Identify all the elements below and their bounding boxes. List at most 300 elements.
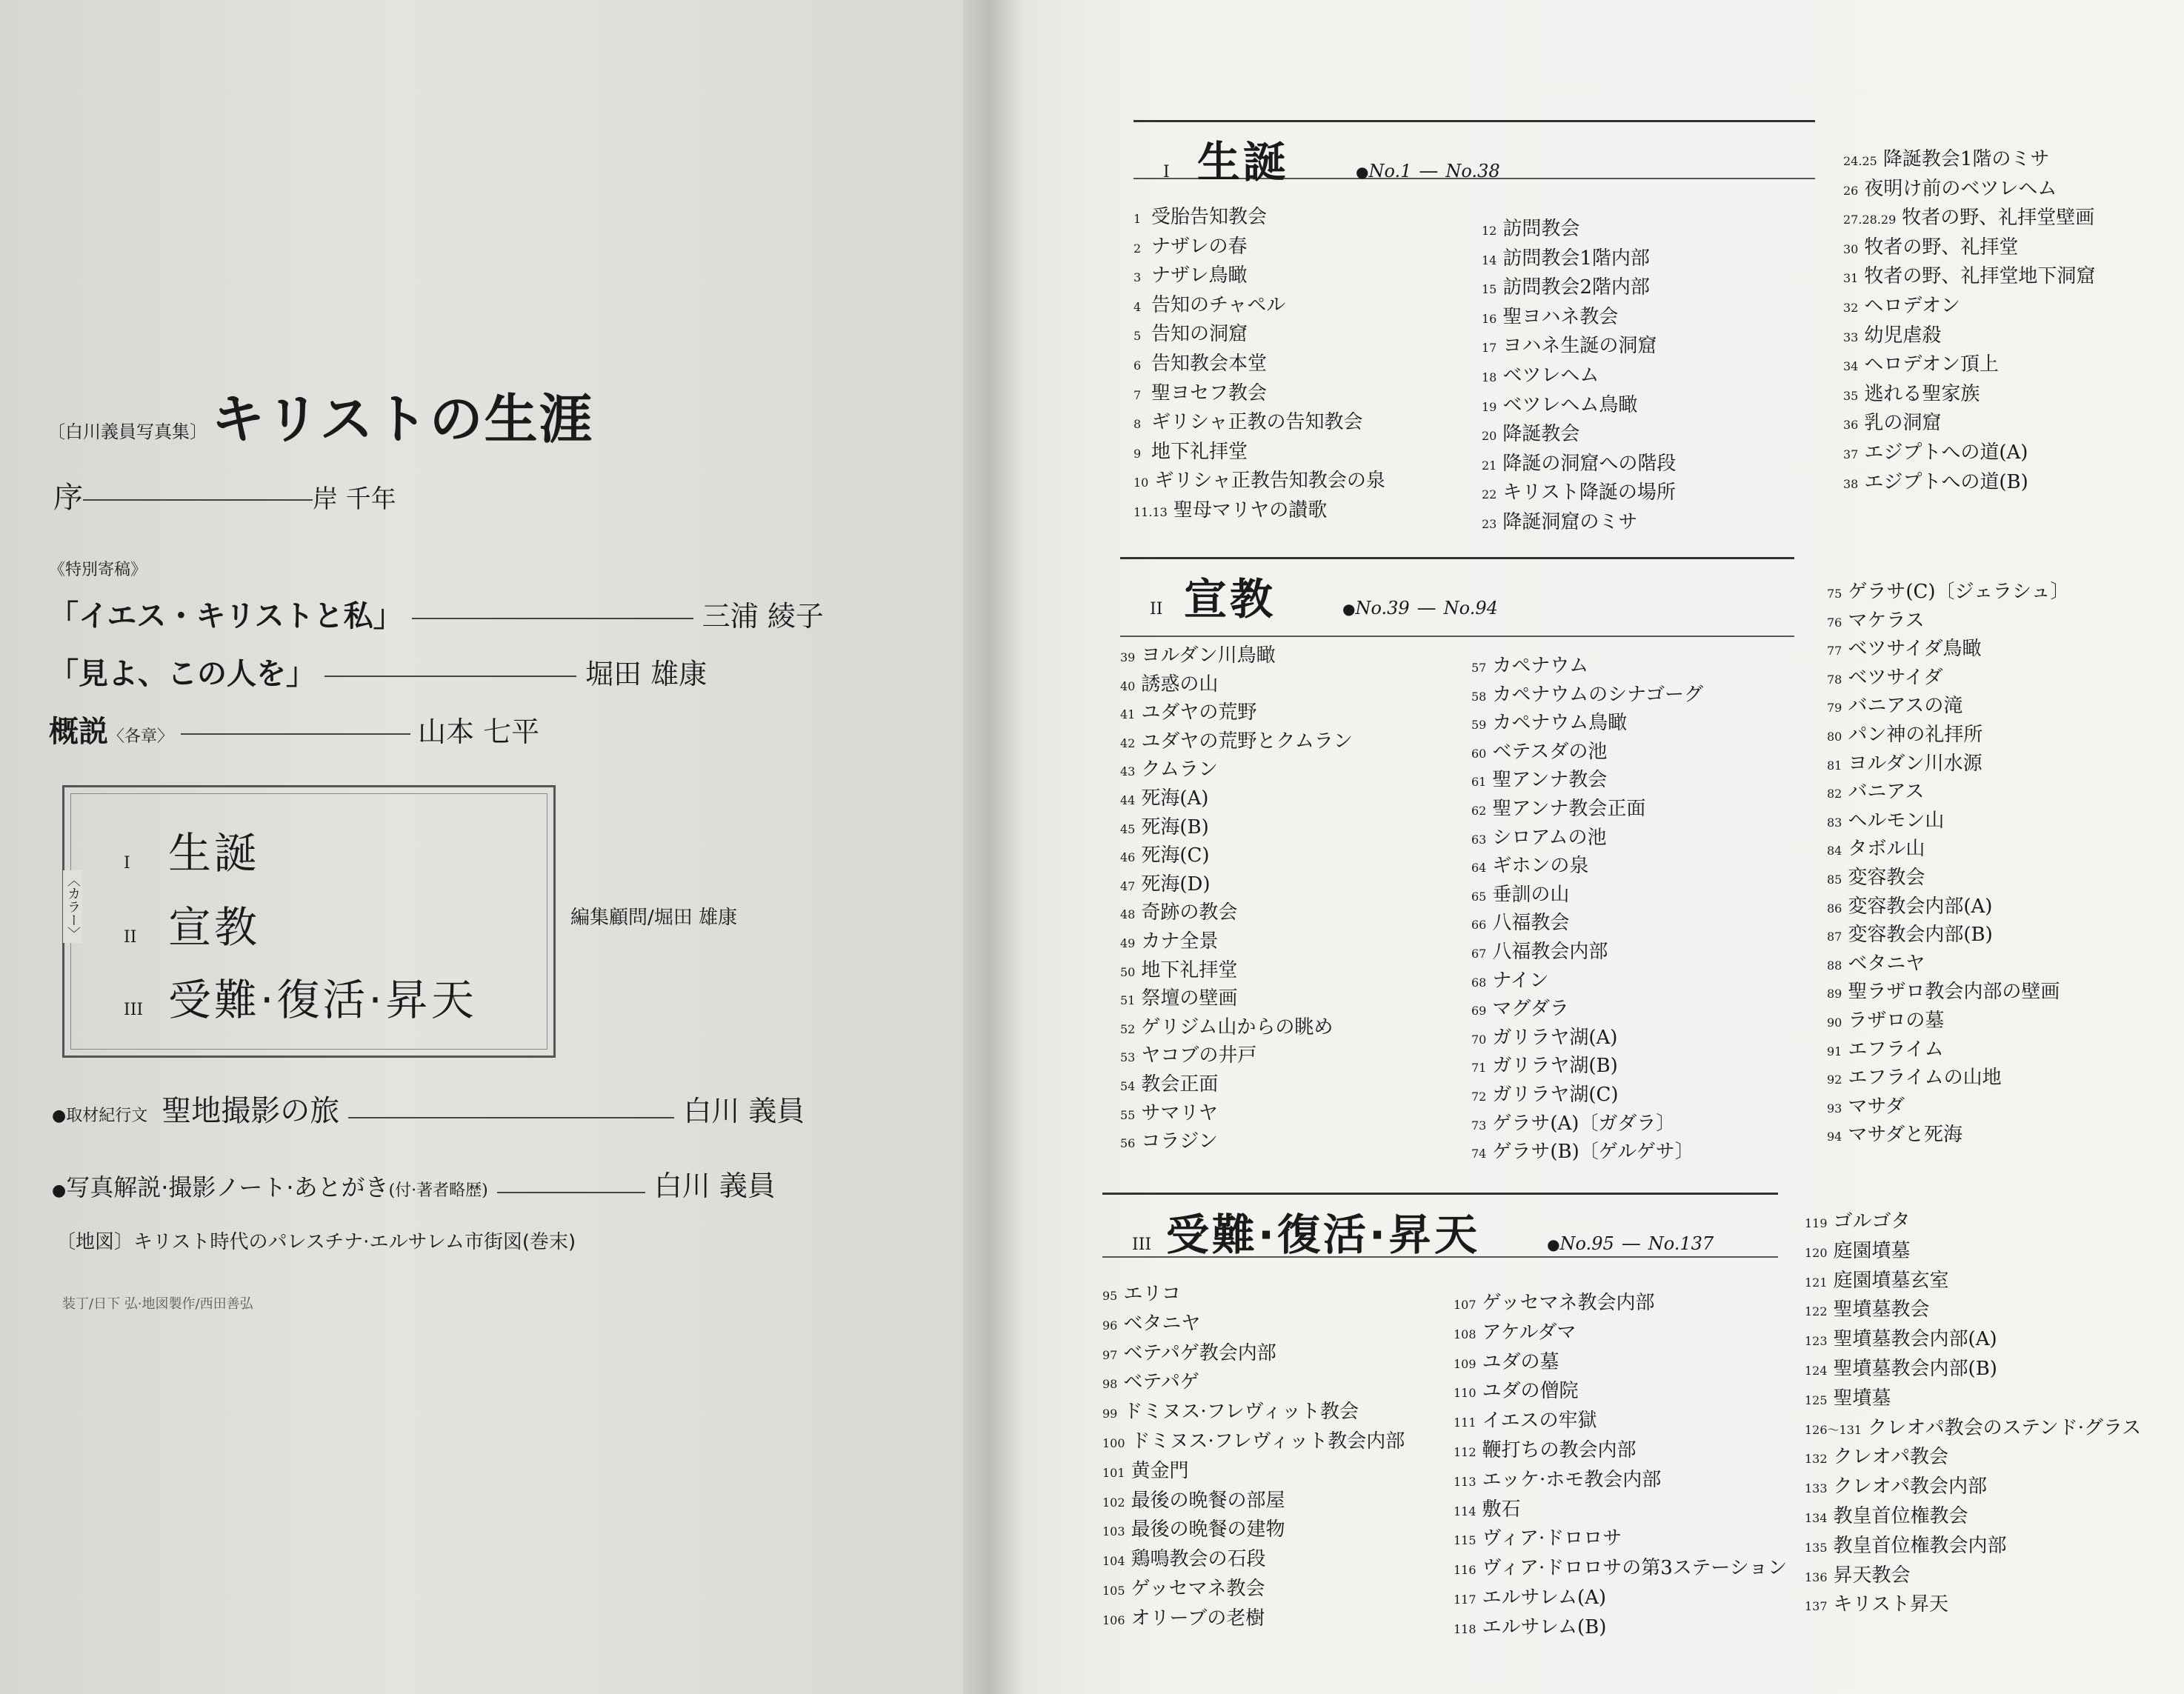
- list-item: [1471, 685, 1703, 704]
- list-item: [1471, 656, 1588, 676]
- preface-label: 序: [53, 481, 83, 515]
- plate-number: 105: [1102, 1584, 1125, 1598]
- list-item: [1454, 1558, 1787, 1578]
- travel-label: 取材紀行文: [66, 1107, 148, 1125]
- list-item: [1102, 1550, 1266, 1569]
- plate-number: 11.13: [1133, 505, 1168, 519]
- plate-title: 昇天教会: [1833, 1564, 1911, 1587]
- leader-line: [497, 1192, 645, 1193]
- plate-title: ヤコブの井戸: [1141, 1044, 1257, 1067]
- list-item: [1471, 713, 1627, 733]
- preface-author: 岸 千年: [313, 484, 396, 514]
- plate-number: 101: [1102, 1465, 1125, 1480]
- plate-title: 教皇首位権教会内部: [1833, 1534, 2007, 1557]
- list-item: [1805, 1536, 2007, 1555]
- plate-title: ゲッセマネ教会内部: [1482, 1292, 1655, 1314]
- plate-number: 104: [1102, 1554, 1125, 1569]
- plate-title: 牧者の野、礼拝堂壁画: [1902, 207, 2095, 230]
- plate-title: ラザロの墓: [1848, 1010, 1945, 1032]
- plate-number: 49: [1120, 936, 1136, 950]
- plate-number: 45: [1120, 821, 1136, 836]
- plate-number: 32: [1843, 301, 1859, 315]
- plate-number: 3: [1133, 270, 1142, 285]
- list-item: [1827, 696, 1962, 716]
- list-item: [1471, 770, 1607, 790]
- list-item: [1120, 875, 1211, 894]
- list-item: [1482, 513, 1637, 532]
- plate-title: エリコ: [1123, 1283, 1181, 1305]
- plate-number: 76: [1827, 615, 1842, 630]
- notes-title: 写真解説·撮影ノート·あとがき: [66, 1173, 389, 1201]
- section-top-rule: [1102, 1193, 1778, 1195]
- plate-number: 82: [1827, 787, 1842, 801]
- list-item: [1843, 413, 1941, 433]
- range-end: No.137: [1648, 1233, 1714, 1254]
- list-item: [1133, 442, 1248, 461]
- plate-title: 牧者の野、礼拝堂: [1864, 236, 2019, 259]
- plate-title: カナ全景: [1141, 930, 1219, 953]
- plate-title: 教皇首位権教会: [1833, 1505, 1968, 1527]
- plate-number: 34: [1843, 359, 1859, 374]
- plate-number: 70: [1471, 1032, 1487, 1047]
- plate-title: 最後の晩餐の建物: [1131, 1518, 1285, 1541]
- plate-title: ヘロデオン頂上: [1864, 353, 1999, 376]
- contrib1-line: [49, 593, 824, 635]
- list-item: [1471, 1028, 1617, 1047]
- list-item: [1471, 1085, 1619, 1104]
- plate-number: 63: [1471, 832, 1487, 847]
- plate-title: ゲラサ(A)〔ガダラ〕: [1492, 1112, 1676, 1135]
- plate-number: 65: [1471, 889, 1487, 904]
- plate-number: 7: [1133, 387, 1142, 402]
- plate-title: ギリシャ正教告知教会の泉: [1154, 470, 1385, 493]
- plate-title: イエスの牢獄: [1482, 1410, 1597, 1433]
- plate-number: 91: [1827, 1044, 1842, 1058]
- plate-number: 134: [1805, 1511, 1828, 1525]
- plate-number: 24.25: [1843, 154, 1877, 168]
- section-top-rule: [1133, 120, 1815, 122]
- list-item: [1805, 1359, 1997, 1378]
- plate-title: エフライムの山地: [1848, 1067, 2002, 1090]
- plate-title: ヴィア·ドロロサの第3ステーション: [1482, 1557, 1788, 1580]
- plate-title: 誘惑の山: [1141, 673, 1219, 696]
- list-item: [1827, 924, 1993, 947]
- plate-title: 教会正面: [1141, 1073, 1219, 1096]
- plate-title: クレオパ教会: [1833, 1446, 1949, 1469]
- range-separator: —: [1416, 597, 1436, 619]
- plate-number: 5: [1133, 329, 1142, 344]
- list-item: [1482, 424, 1579, 444]
- list-item: [1827, 868, 1925, 887]
- contrib2-title: 「見よ、この人を」: [49, 657, 316, 691]
- plate-title: マサダと死海: [1848, 1124, 1963, 1147]
- book-title: キリストの生涯: [211, 388, 594, 450]
- plate-number: 52: [1120, 1021, 1136, 1036]
- plate-title: エジプトへの道(A): [1864, 441, 2028, 464]
- plate-title: 八福教会: [1492, 912, 1570, 935]
- plate-number: 19: [1482, 399, 1497, 414]
- range-separator: —: [1419, 160, 1439, 182]
- list-item: [1133, 266, 1247, 285]
- plate-number: 98: [1102, 1377, 1118, 1392]
- title-block: [47, 376, 594, 453]
- plate-number: 75: [1827, 587, 1842, 601]
- plate-title: エジプトへの道(B): [1864, 470, 2028, 493]
- plate-number: 61: [1471, 775, 1487, 790]
- plate-title: 変容教会: [1848, 867, 1925, 889]
- list-item: [1827, 897, 1992, 916]
- plate-title: 聖墳墓: [1833, 1387, 1891, 1410]
- plate-title: オリーブの老樹: [1131, 1607, 1265, 1630]
- plate-title: 死海(A): [1141, 787, 1209, 810]
- plate-title: エッケ·ホモ教会内部: [1482, 1468, 1662, 1491]
- plate-title: 聖母マリヤの讃歌: [1173, 499, 1328, 521]
- list-item: [1102, 1491, 1285, 1510]
- credits: 装丁/日下 弘·地図製作/西田善弘: [62, 1296, 253, 1312]
- plate-number: 58: [1471, 689, 1487, 704]
- list-item: [1454, 1529, 1622, 1548]
- list-item: [1133, 324, 1248, 344]
- list-item: [1805, 1507, 1968, 1526]
- plate-title: 聖ヨセフ教会: [1151, 381, 1268, 404]
- plate-title: ベツレヘム: [1502, 364, 1599, 387]
- plate-title: ベテパゲ: [1123, 1371, 1199, 1394]
- notes-author: 白川 義員: [653, 1170, 776, 1202]
- plate-title: 夜明け前のベツレヘム: [1864, 177, 2057, 200]
- plate-number: 18: [1482, 370, 1497, 384]
- plate-number: 86: [1827, 901, 1842, 916]
- plate-title: ユダヤの荒野とクムラン: [1141, 730, 1353, 753]
- plate-number: 26: [1843, 183, 1859, 198]
- plate-title: ユダの墓: [1482, 1350, 1559, 1373]
- plate-number: 114: [1454, 1504, 1476, 1518]
- plate-number: 67: [1471, 947, 1487, 961]
- plate-number: 95: [1102, 1289, 1118, 1303]
- list-item: [1133, 381, 1268, 404]
- plate-title: 受胎告知教会: [1151, 206, 1268, 228]
- list-item: [1482, 219, 1579, 239]
- plate-title: コラジン: [1141, 1130, 1218, 1153]
- bullet-icon: ●: [1342, 600, 1356, 618]
- plate-number: 99: [1102, 1407, 1118, 1421]
- plate-title: ナザレ鳥瞰: [1151, 264, 1248, 287]
- contrib2-author: 堀田 雄康: [585, 658, 708, 690]
- list-item: [1843, 355, 1999, 374]
- list-item: [1120, 846, 1210, 865]
- plate-number: 92: [1827, 1073, 1842, 1087]
- section-bottom-rule: [1120, 636, 1794, 637]
- plate-number: 51: [1120, 993, 1136, 1008]
- plate-title: ベタニヤ: [1123, 1312, 1201, 1335]
- preface-line: [53, 474, 396, 516]
- plate-number: 14: [1482, 253, 1497, 267]
- plate-number: 126〜131: [1805, 1422, 1862, 1437]
- plate-title: 聖墳墓教会内部(A): [1833, 1328, 1997, 1351]
- range-separator: —: [1621, 1233, 1641, 1255]
- color-label: 〈カラー〉: [63, 870, 82, 943]
- leader-line: [348, 1117, 674, 1118]
- plate-title: ヘロデオン: [1864, 295, 1960, 317]
- plate-number: 41: [1120, 707, 1136, 722]
- plate-number: 110: [1454, 1386, 1476, 1401]
- part-roman: I: [124, 854, 130, 873]
- plate-number: 85: [1827, 873, 1842, 887]
- plate-number: 73: [1471, 1118, 1487, 1133]
- part-roman: II: [124, 928, 137, 947]
- range-start: No.1: [1368, 161, 1412, 181]
- list-item: [1102, 1579, 1265, 1598]
- plate-title: 逃れる聖家族: [1864, 382, 1980, 405]
- plate-number: 119: [1805, 1216, 1828, 1230]
- plate-title: ベツサイダ: [1848, 666, 1943, 689]
- list-item: [1843, 150, 2049, 169]
- plate-number: 31: [1843, 271, 1859, 286]
- plate-number: 8: [1133, 417, 1142, 432]
- list-item: [1471, 1141, 1694, 1164]
- list-item: [1102, 1520, 1285, 1539]
- plate-number: 35: [1843, 388, 1859, 403]
- list-item: [1120, 1101, 1218, 1124]
- plate-title: ゲリジム山からの眺め: [1141, 1016, 1334, 1038]
- list-item: [1843, 267, 2095, 286]
- plate-title: 聖ラザロ教会内部の壁画: [1848, 981, 2060, 1004]
- map-note: 〔地図〕キリスト時代のパレスチナ·エルサレム市街図(巻末): [56, 1231, 576, 1253]
- plate-number: 103: [1102, 1524, 1125, 1539]
- plate-title: 黄金門: [1131, 1459, 1189, 1482]
- list-item: [1471, 971, 1549, 990]
- section-top-rule: [1120, 557, 1794, 559]
- plate-title: シロアムの池: [1492, 826, 1607, 849]
- plate-number: 90: [1827, 1016, 1842, 1030]
- plate-number: 23: [1482, 517, 1497, 531]
- list-item: [1120, 703, 1256, 722]
- list-item: [1805, 1389, 1891, 1408]
- contrib1-title: 「イエス・キリストと私」: [49, 599, 403, 633]
- plate-title: ユダヤの荒野: [1141, 701, 1257, 724]
- plate-number: 56: [1120, 1136, 1136, 1151]
- list-item: [1454, 1381, 1579, 1401]
- list-item: [1454, 1441, 1637, 1460]
- list-item: [1827, 668, 1943, 687]
- list-item: [1120, 958, 1238, 981]
- travel-line: [52, 1087, 805, 1130]
- list-item: [1827, 582, 2070, 601]
- list-item: [1482, 454, 1676, 473]
- contrib2-line: [49, 650, 707, 693]
- plate-title: 告知のチャペル: [1151, 293, 1286, 316]
- plate-number: 77: [1827, 644, 1842, 658]
- series-label: 〔白川義員写真集〕: [47, 421, 207, 442]
- list-item: [1471, 828, 1607, 847]
- plate-number: 96: [1102, 1318, 1118, 1333]
- section-roman: II: [1150, 600, 1163, 618]
- plate-title: 庭園墳墓玄室: [1833, 1269, 1949, 1292]
- list-item: [1120, 732, 1353, 751]
- plate-number: 135: [1805, 1540, 1828, 1555]
- contrib1-author: 三浦 綾子: [702, 600, 824, 633]
- list-item: [1133, 354, 1267, 373]
- list-item: [1843, 326, 1941, 345]
- list-item: [1133, 470, 1385, 493]
- plate-number: 123: [1805, 1334, 1828, 1349]
- list-item: [1805, 1212, 1911, 1231]
- list-item: [1454, 1588, 1606, 1607]
- plate-number: 79: [1827, 701, 1842, 716]
- plate-title: ユダの僧院: [1482, 1380, 1579, 1403]
- overview-author: 山本 七平: [418, 716, 540, 748]
- list-item: [1805, 1241, 1911, 1261]
- list-item: [1133, 237, 1247, 256]
- plate-number: 102: [1102, 1495, 1125, 1510]
- plate-number: 33: [1843, 330, 1859, 344]
- list-item: [1471, 799, 1645, 818]
- list-item: [1454, 1615, 1607, 1638]
- list-item: [1471, 998, 1569, 1021]
- plate-title: 聖ヨハネ教会: [1502, 305, 1619, 328]
- plate-title: ベタニヤ: [1848, 952, 1925, 975]
- list-item: [1120, 903, 1237, 922]
- list-item: [1471, 913, 1569, 933]
- overview-label: 概説: [49, 715, 108, 749]
- list-item: [1133, 501, 1327, 520]
- list-item: [1805, 1477, 1987, 1496]
- plate-number: 136: [1805, 1570, 1828, 1584]
- plate-title: 告知教会本堂: [1151, 353, 1268, 375]
- plate-number: 37: [1843, 447, 1859, 461]
- list-item: [1471, 1056, 1618, 1076]
- list-item: [1827, 611, 1925, 630]
- list-item: [1805, 1271, 1949, 1290]
- plate-number: 53: [1120, 1050, 1136, 1065]
- plate-title: ガリラヤ湖(A): [1492, 1026, 1618, 1049]
- plate-title: 降誕洞窟のミサ: [1502, 511, 1638, 533]
- plate-title: アケルダマ: [1482, 1321, 1577, 1344]
- plate-number: 47: [1120, 878, 1136, 893]
- list-item: [1805, 1447, 1948, 1467]
- plate-number: 12: [1482, 224, 1497, 238]
- plate-title: クレオパ教会内部: [1833, 1475, 1988, 1498]
- list-item: [1120, 1018, 1333, 1037]
- plate-number: 17: [1482, 341, 1497, 356]
- plate-title: クレオパ教会のステンド·グラス: [1868, 1416, 2142, 1439]
- list-item: [1843, 238, 2018, 257]
- plate-number: 121: [1805, 1275, 1828, 1290]
- plate-number: 83: [1827, 815, 1842, 830]
- section-heading: [1163, 127, 1500, 190]
- list-item: [1454, 1323, 1576, 1342]
- plate-title: 聖墳墓教会内部(B): [1833, 1358, 1997, 1380]
- list-item: [1120, 760, 1218, 779]
- section-heading: [1132, 1200, 1714, 1262]
- part-roman: III: [124, 1001, 144, 1019]
- plate-title: 乳の洞窟: [1864, 412, 1942, 435]
- plate-title: ベツレヘム鳥瞰: [1502, 393, 1638, 416]
- plate-title: 垂訓の山: [1492, 883, 1570, 906]
- plate-number: 94: [1827, 1130, 1842, 1144]
- plate-number: 124: [1805, 1364, 1828, 1378]
- plate-title: 敷石: [1482, 1498, 1521, 1521]
- list-item: [1471, 1114, 1675, 1133]
- travel-author: 白川 義員: [683, 1095, 805, 1127]
- list-item: [1471, 742, 1607, 761]
- bullet-icon: ●: [52, 1181, 67, 1200]
- leader-line: [324, 676, 576, 677]
- plate-title: 死海(B): [1141, 816, 1209, 838]
- list-item: [1827, 1124, 1963, 1147]
- plate-number: 88: [1827, 958, 1842, 973]
- plate-number: 10: [1133, 476, 1149, 490]
- plate-number: 2: [1133, 241, 1142, 256]
- list-item: [1843, 470, 2028, 493]
- list-item: [1454, 1293, 1655, 1313]
- plate-number: 69: [1471, 1004, 1487, 1018]
- plate-number: 54: [1120, 1079, 1136, 1093]
- plate-title: 地下礼拝堂: [1141, 958, 1238, 981]
- plate-number: 109: [1454, 1356, 1476, 1371]
- plate-number: 87: [1827, 930, 1842, 944]
- section-roman: I: [1163, 163, 1170, 181]
- list-item: [1454, 1350, 1559, 1373]
- plate-number: 112: [1454, 1445, 1476, 1459]
- list-item: [1827, 725, 1982, 744]
- plate-number: 137: [1805, 1599, 1828, 1614]
- plate-title: 死海(D): [1141, 873, 1211, 896]
- list-item: [1102, 1609, 1265, 1628]
- plate-number: 20: [1482, 429, 1497, 444]
- plate-title: 死海(C): [1141, 844, 1210, 867]
- plate-number: 81: [1827, 758, 1842, 773]
- plate-title: ベツサイダ鳥瞰: [1848, 638, 1982, 661]
- plate-number: 16: [1482, 311, 1497, 326]
- plate-number: 122: [1805, 1304, 1828, 1319]
- range-end: No.38: [1445, 161, 1500, 181]
- list-item: [1120, 989, 1237, 1008]
- part-row-3: [124, 965, 477, 1027]
- plate-number: 80: [1827, 730, 1842, 744]
- list-item: [1133, 413, 1362, 432]
- plate-title: ギリシャ正教の告知教会: [1151, 411, 1363, 434]
- list-item: [1827, 1040, 1944, 1059]
- notes-line: [52, 1163, 776, 1204]
- plate-title: ヨハネ生誕の洞窟: [1502, 335, 1657, 358]
- plate-title: 訪問教会: [1502, 218, 1580, 240]
- section-heading: [1150, 564, 1498, 627]
- plate-number: 120: [1805, 1245, 1828, 1260]
- section-roman: III: [1132, 1236, 1152, 1254]
- part-name: 受難·復活·昇天: [168, 975, 477, 1025]
- plate-number: 48: [1120, 907, 1136, 922]
- list-item: [1482, 307, 1618, 327]
- plate-number: 57: [1471, 661, 1487, 675]
- plate-title: 訪問教会2階内部: [1502, 276, 1650, 299]
- list-item: [1827, 638, 1982, 661]
- list-item: [1120, 1046, 1256, 1065]
- special-note: 《特別寄稿》: [49, 561, 147, 579]
- plate-number: 106: [1102, 1613, 1125, 1627]
- list-item: [1827, 954, 1925, 973]
- plate-title: ドミヌス·フレヴィット教会内部: [1131, 1430, 1405, 1453]
- plate-title: ガリラヤ湖(C): [1492, 1084, 1619, 1106]
- plate-title: パン神の礼拝所: [1848, 724, 1983, 746]
- plate-number: 27.28.29: [1843, 213, 1897, 227]
- list-item: [1471, 885, 1569, 904]
- list-item: [1805, 1418, 2141, 1438]
- plate-title: エフライム: [1848, 1038, 1944, 1061]
- list-item: [1102, 1461, 1189, 1481]
- plate-number: 74: [1471, 1147, 1487, 1161]
- list-item: [1120, 818, 1209, 837]
- list-item: [1120, 1075, 1218, 1094]
